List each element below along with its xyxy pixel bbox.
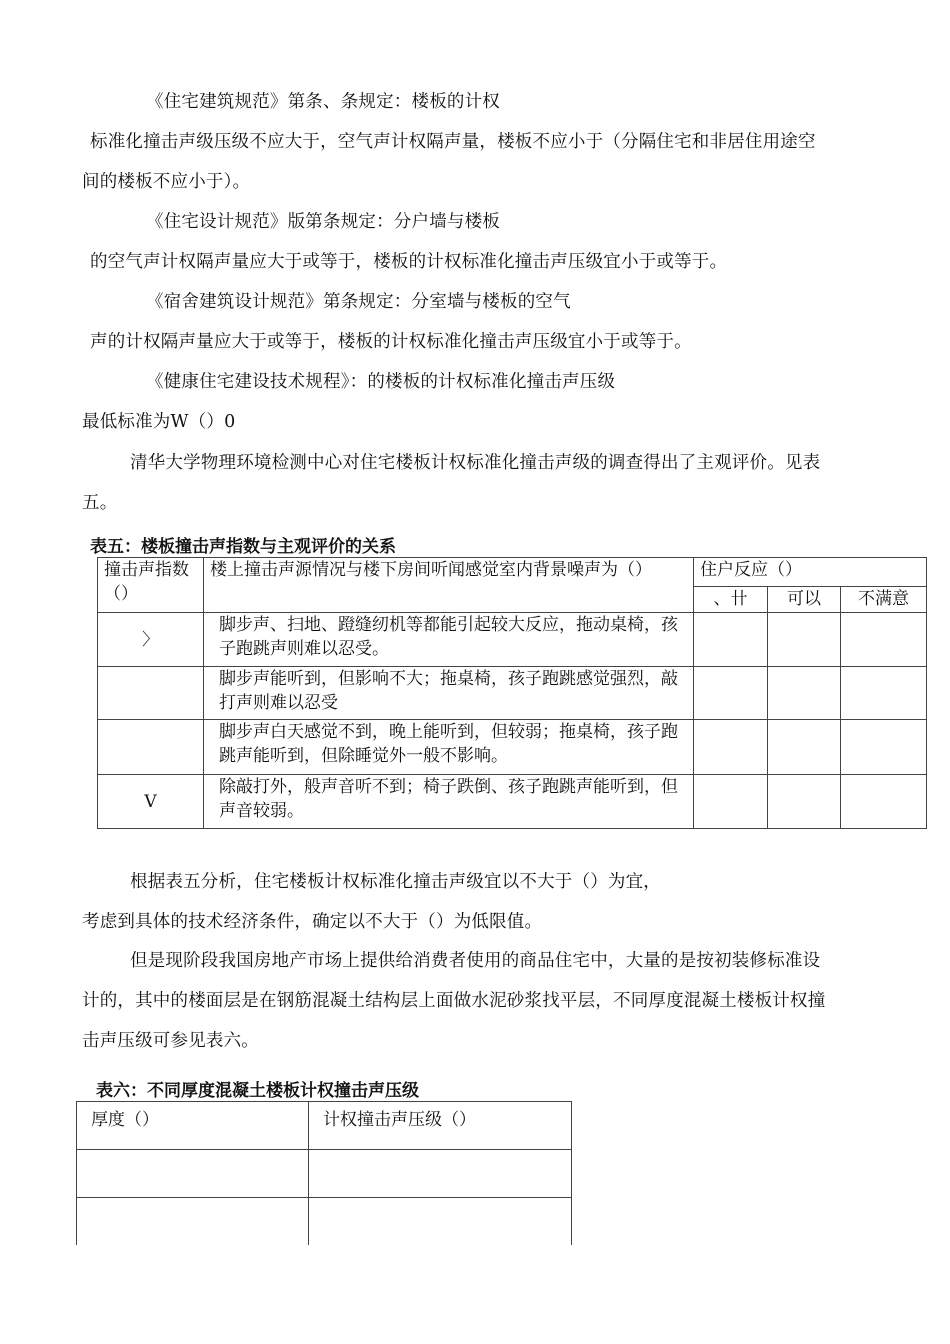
table6-header-level: 计权撞击声压级（）	[309, 1102, 572, 1150]
table5-index-cell	[98, 667, 204, 720]
table5-desc-cell: 脚步声能听到，但影响不大；拖桌椅，孩子跑跳感觉强烈，敲打声则难以忍受	[204, 667, 694, 720]
table5-header-index: 撞击声指数（）	[98, 558, 204, 613]
table5-desc-cell: 除敲打外，般声音听不到；椅子跌倒、孩子跑跳声能听到，但声音较弱。	[204, 775, 694, 829]
table5-subheader: 可以	[768, 586, 841, 612]
table5-header-desc: 楼上撞击声源情况与楼下房间听闻感觉室内背景噪声为（）	[204, 558, 694, 613]
table-row	[98, 720, 927, 775]
table5-index-cell	[98, 720, 204, 775]
paragraph-line: 根据表五分析，住宅楼板计权标准化撞击声级宜以不大于（）为宜，	[130, 872, 661, 892]
table5	[97, 557, 927, 829]
table6-caption: 表六：不同厚度混凝土楼板计权撞击声压级	[96, 1081, 419, 1101]
paragraph-line: 间的楼板不应小于）。	[82, 172, 251, 192]
table5-caption: 表五：楼板撞击声指数与主观评价的关系	[90, 537, 396, 557]
paragraph-line: 《健康住宅建设技术规程》：的楼板的计权标准化撞击声压级	[146, 372, 616, 392]
table-row	[77, 1150, 572, 1198]
paragraph-line: 但是现阶段我国房地产市场上提供给消费者使用的商品住宅中，大量的是按初装修标准设	[130, 951, 821, 971]
paragraph-line: 五。	[82, 493, 118, 513]
table5-subheader: 、卄	[694, 586, 768, 612]
paragraph-line: 《住宅建筑规范》第条、条规定：楼板的计权	[146, 92, 500, 112]
paragraph-line: 计的，其中的楼面层是在钢筋混凝土结构层上面做水泥砂浆找平层，不同厚度混凝土楼板计权撞	[82, 991, 826, 1011]
table5-desc-cell: 脚步声、扫地、蹬缝纫机等都能引起较大反应，拖动桌椅，孩子跑跳声则难以忍受。	[204, 613, 694, 667]
paragraph-line: 《住宅设计规范》版第条规定：分户墙与楼板	[146, 212, 500, 232]
paragraph-line: 《宿舍建筑设计规范》第条规定：分室墙与楼板的空气	[146, 292, 571, 312]
table-row	[77, 1102, 572, 1150]
table6	[76, 1101, 572, 1245]
table-row	[98, 775, 927, 829]
table-row	[98, 613, 927, 667]
paragraph-line: 考虑到具体的技术经济条件，确定以不大于（）为低限值。	[82, 912, 543, 932]
paragraph-line: 的空气声计权隔声量应大于或等于，楼板的计权标准化撞击声压级宜小于或等于。	[90, 252, 728, 272]
table5-desc-cell: 脚步声白天感觉不到，晚上能听到，但较弱；拖桌椅，孩子跑跳声能听到，但除睡觉外一般不影响。	[204, 720, 694, 775]
table-row	[77, 1198, 572, 1246]
paragraph-line: 清华大学物理环境检测中心对住宅楼板计权标准化撞击声级的调查得出了主观评价。见表	[130, 453, 821, 473]
table5-index-cell: 〉	[98, 613, 204, 667]
table6-header-thickness: 厚度（）	[77, 1102, 309, 1150]
paragraph-line: 标准化撞击声级压级不应大于，空气声计权隔声量，楼板不应小于（分隔住宅和非居住用途空	[90, 132, 816, 152]
paragraph-line: 击声压级可参见表六。	[82, 1031, 259, 1051]
table5-header-response: 住户反应（）	[694, 558, 927, 587]
table-row	[98, 667, 927, 720]
table5-subheader: 不满意	[841, 586, 927, 612]
table5-index-cell: V	[98, 775, 204, 829]
paragraph-line: 声的计权隔声量应大于或等于，楼板的计权标准化撞击声压级宜小于或等于。	[90, 332, 692, 352]
paragraph-line: 最低标准为W（）0	[82, 412, 236, 432]
